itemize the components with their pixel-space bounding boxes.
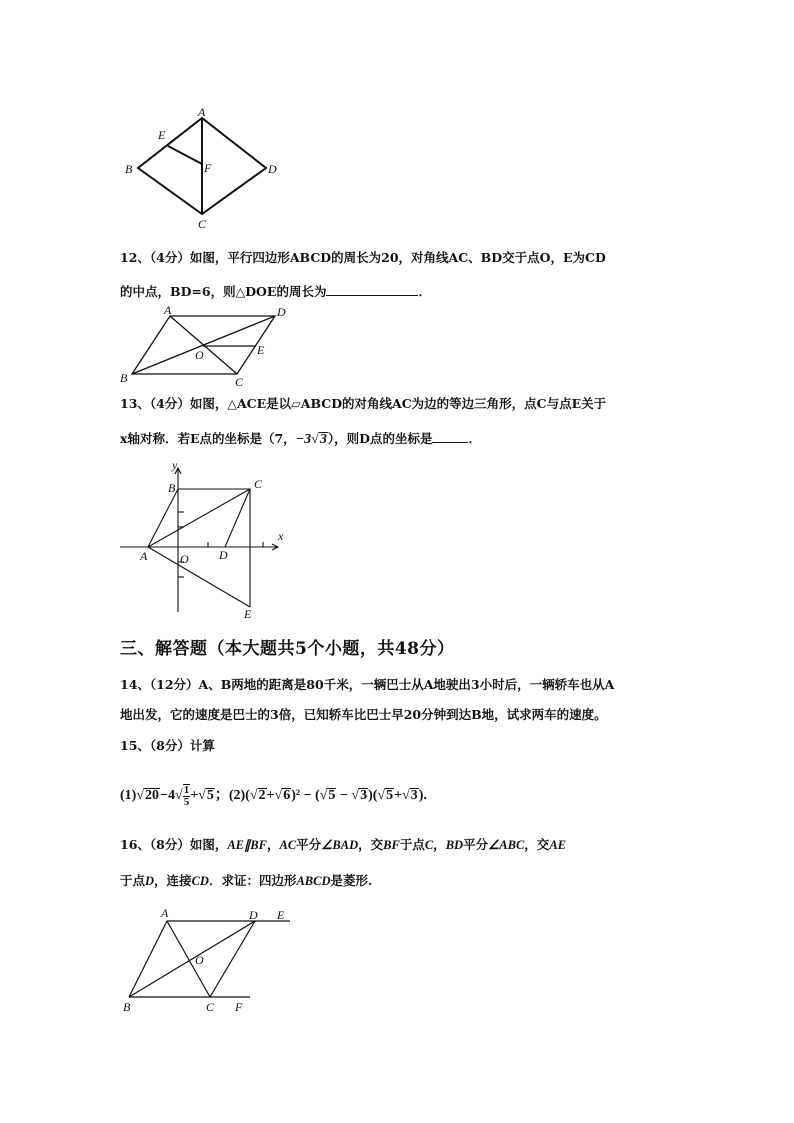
coordinate-figure-q13: [118, 462, 293, 622]
label-F: F: [235, 1000, 243, 1014]
text: 平分: [463, 837, 489, 852]
operator: +: [190, 788, 199, 804]
operator: )² − (: [291, 788, 320, 804]
math: ∠BAD: [321, 838, 359, 852]
math: BF: [250, 838, 267, 852]
coord-prefix: −3: [295, 432, 312, 447]
rhombus-figure-q11: [118, 104, 288, 232]
label-C: C: [235, 375, 244, 388]
label-D: D: [268, 162, 277, 176]
label-O: O: [195, 953, 204, 967]
text: ，连接: [154, 873, 192, 888]
radicand: 3: [360, 788, 368, 804]
math: C: [424, 838, 434, 852]
operator: +: [266, 788, 275, 804]
radicand: 6: [283, 788, 291, 804]
radicand: 2: [258, 788, 266, 804]
text: 平分: [296, 837, 322, 852]
part2-label: (2)(: [228, 788, 250, 804]
q14-line2: 地出发，它的速度是巴士的3倍，已知轿车比巴士早20分钟到达B地，试求两车的速度。: [120, 707, 607, 722]
math: CD: [191, 874, 209, 888]
label-E: E: [257, 343, 265, 357]
math: AE: [549, 838, 566, 852]
q16-line2: [120, 872, 680, 890]
text: ，交: [358, 837, 384, 852]
math: AE: [227, 838, 245, 852]
rhombus-figure-q16: [115, 905, 305, 1017]
math: BF: [383, 838, 400, 852]
numerator: 1: [183, 784, 190, 796]
text: ，: [433, 837, 446, 852]
answer-blank-q13: [432, 430, 468, 443]
math: BD: [445, 838, 464, 852]
radicand: 5: [386, 788, 394, 804]
label-E: E: [158, 128, 166, 142]
q12-line2: [120, 283, 680, 301]
text: 是菱形.: [330, 873, 373, 888]
text: ，: [266, 837, 280, 852]
label-O: O: [195, 348, 204, 362]
separator: ；: [214, 788, 229, 804]
coefficient: −4: [160, 788, 175, 804]
label-D: D: [249, 908, 258, 922]
label-x-axis: x: [278, 529, 284, 543]
radicand: 5: [206, 788, 214, 804]
part1-label: (1): [120, 788, 137, 804]
label-C: C: [198, 217, 207, 231]
q12-line2-end: ．: [418, 284, 431, 299]
label-O: O: [180, 552, 189, 566]
text: 16、（8分）如图，: [120, 837, 228, 852]
label-F: F: [204, 161, 212, 175]
text: 于点: [399, 837, 425, 852]
operator: +: [394, 788, 403, 804]
math: ∥: [244, 838, 251, 852]
label-D: D: [277, 305, 286, 319]
q13-line2-mid: ），则D点的坐标是: [327, 431, 433, 446]
math: D: [145, 874, 155, 888]
q15-expression: (1)√20−4√ $\frac{1}{5}$ +√5；(2)(√2+√6)² − (√5 − √3)(√5+√3).: [120, 784, 427, 808]
math: ABCD: [296, 874, 331, 888]
q16-line1: [120, 836, 680, 854]
q15-line1: 15、（8分）计算: [120, 738, 215, 753]
math: ∠ABC: [488, 838, 525, 852]
label-D: D: [219, 548, 228, 562]
label-E: E: [277, 908, 285, 922]
label-y-axis: y: [172, 462, 178, 472]
parallelogram-figure-q12: [115, 302, 295, 388]
radicand: 20: [145, 788, 160, 804]
label-A: A: [161, 906, 169, 920]
q13-line2: [120, 430, 680, 449]
label-A: A: [164, 303, 172, 317]
label-A: A: [198, 105, 206, 119]
q12-line1: 12、（4分）如图，平行四边形ABCD的周长为20，对角线AC、BD交于点O，E为CD: [120, 250, 606, 265]
label-C: C: [206, 1000, 215, 1014]
q13-line2-start: x轴对称．若E点的坐标是（7，: [120, 431, 296, 446]
text: ．求证：四边形: [208, 873, 297, 888]
math: AC: [279, 838, 297, 852]
section-heading: 三、解答题（本大题共5个小题，共48分）: [120, 639, 455, 659]
label-B: B: [168, 481, 176, 495]
q12-line2-text: 的中点，BD=6，则△DOE的周长为: [120, 284, 327, 299]
label-B: B: [125, 162, 133, 176]
answer-blank-q12: [326, 283, 418, 296]
operator: −: [336, 788, 352, 804]
denominator: 5: [183, 796, 190, 808]
q14-line1: 14、（12分）A、B两地的距离是80千米，一辆巴士从A地驶出3小时后，一辆轿车也从A: [120, 677, 615, 692]
text: ，交: [524, 837, 550, 852]
operator: )(: [368, 788, 378, 804]
radicand: 5: [328, 788, 336, 804]
label-B: B: [120, 371, 128, 385]
q13-line2-end: ．: [468, 431, 481, 446]
q13-line1: 13、（4分）如图，△ACE是以▱ABCD的对角线AC为边的等边三角形，点C与点E关于: [120, 396, 607, 411]
label-E: E: [244, 607, 252, 621]
operator: ).: [418, 788, 427, 804]
label-B: B: [123, 1000, 131, 1014]
label-A: A: [140, 549, 148, 563]
label-C: C: [254, 477, 263, 491]
coordinate-y-value: −3√3: [295, 432, 327, 447]
radicand: 3: [410, 788, 418, 804]
coord-root: 3: [319, 432, 327, 447]
text: 于点: [120, 873, 146, 888]
